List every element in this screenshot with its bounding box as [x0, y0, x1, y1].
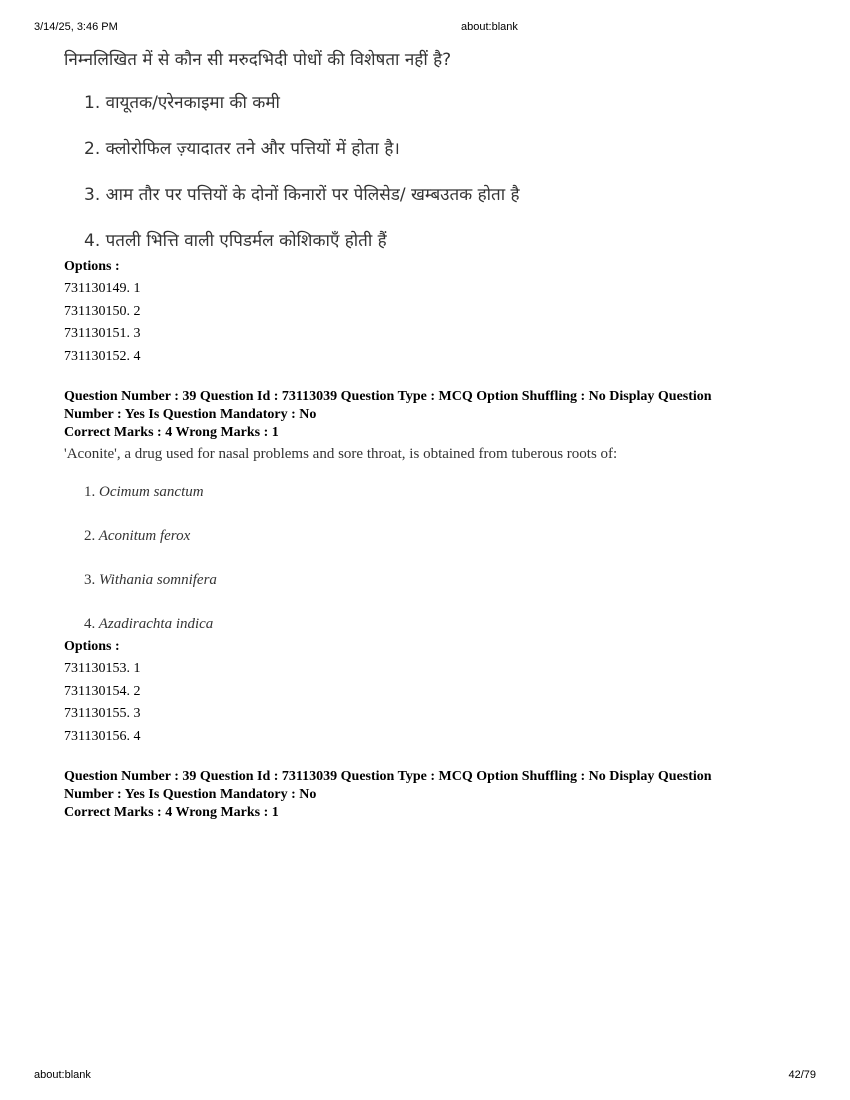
option-id-line: 731130149. 1 [64, 281, 141, 296]
question-marks: Correct Marks : 4 Wrong Marks : 1 [64, 425, 279, 440]
options-heading: Options : [64, 259, 120, 274]
choice-text: Withania somnifera [99, 572, 217, 588]
question-meta: Question Number : 39 Question Id : 73113039 Question Type : MCQ Option Shuffling : No Display Question [64, 389, 712, 404]
question-39-english [64, 442, 784, 636]
question-stem: निम्नलिखित में से कौन सी मरुदभिदी पोधों की विशेषता नहीं है? [64, 50, 452, 70]
question-marks: Correct Marks : 4 Wrong Marks : 1 [64, 805, 279, 820]
choice-3 [84, 558, 784, 602]
choice-text: Aconitum ferox [98, 528, 191, 544]
choice-text: क्लोरोफिल ज़्यादातर तने और पत्तियों में होता है। [105, 139, 400, 159]
option-id-line: 731130152. 4 [64, 348, 141, 364]
choice-text: पतली भित्ति वाली एपिडर्मल कोशिकाएँ होती हैं [105, 231, 387, 251]
options-heading: Options : [64, 639, 120, 654]
option-id-line: 731130155. 3 [64, 706, 141, 721]
choice-1 [84, 470, 784, 514]
print-url-header: about:blank [461, 21, 518, 33]
choice-number: 2. [84, 528, 96, 544]
choice-number: 3. [84, 572, 96, 588]
print-url-footer: about:blank [34, 1069, 91, 1081]
question-meta: Question Number : 39 Question Id : 73113039 Question Type : MCQ Option Shuffling : No Display Question [64, 769, 712, 784]
question-38-hindi [64, 40, 784, 256]
choice-number: 1. [84, 93, 101, 113]
print-datetime: 3/14/25, 3:46 PM [34, 21, 118, 33]
option-id-line: 731130156. 4 [64, 728, 141, 744]
choice-number: 2. [84, 139, 101, 159]
choice-3 [84, 172, 784, 218]
choice-2 [84, 126, 784, 172]
choice-text: आम तौर पर पत्तियों के दोनों किनारों पर पेलिसेड/ खम्बउतक होता है [105, 185, 520, 205]
choice-text: Azadirachta indica [98, 616, 214, 632]
choice-2 [84, 514, 784, 558]
choice-text: वायूतक/एरेनकाइमा की कमी [105, 93, 280, 113]
option-id-line: 731130153. 1 [64, 661, 141, 676]
choice-text: Ocimum sanctum [99, 484, 204, 500]
choice-1 [84, 80, 784, 126]
question-meta: Number : Yes Is Question Mandatory : No [64, 407, 317, 422]
choice-number: 4. [84, 616, 96, 632]
option-id-line: 731130150. 2 [64, 303, 141, 319]
choice-4 [84, 602, 784, 636]
option-id-line: 731130154. 2 [64, 683, 141, 699]
page-counter: 42/79 [788, 1069, 816, 1081]
choice-number: 3. [84, 185, 101, 205]
choice-4 [84, 218, 784, 256]
choice-number: 1. [84, 484, 96, 500]
question-stem: 'Aconite', a drug used for nasal problems and sore throat, is obtained from tuberous roots of: [64, 446, 618, 462]
question-meta: Number : Yes Is Question Mandatory : No [64, 787, 317, 802]
option-id-line: 731130151. 3 [64, 326, 141, 341]
page-content [64, 40, 784, 822]
choice-number: 4. [84, 231, 101, 251]
